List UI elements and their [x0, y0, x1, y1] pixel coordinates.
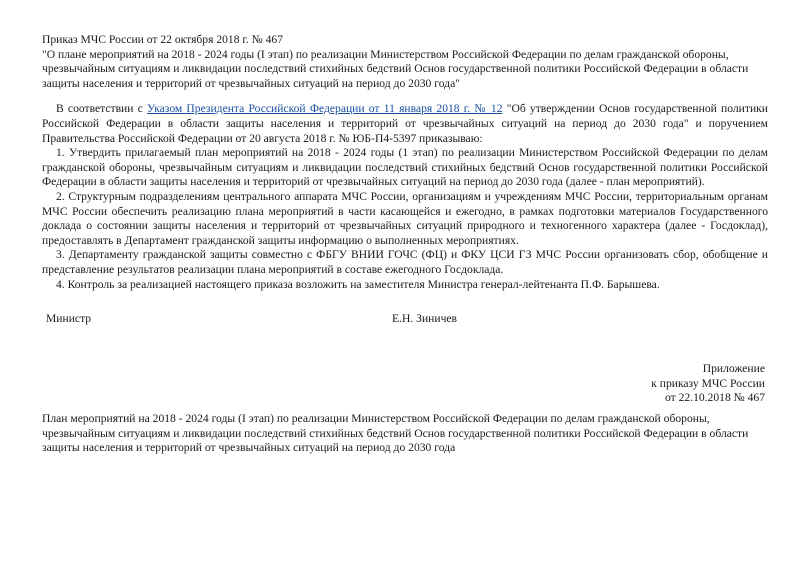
appendix-reference	[465, 362, 765, 406]
order-title: Приказ МЧС России от 22 октября 2018 г. № 467	[42, 33, 284, 46]
order-item-2: 2. Структурным подразделениям центрального аппарата МЧС России, организациям и учреждениям МЧС России, территориальным органам МЧС России обеспечить реализацию плана мероприятий в части касающейся и ежегодно, в рамках подготовки материалов Государственного доклада о состоянии защиты населения и территорий от чрезвычайных ситуаций природного и техногенного характера (далее - Госдоклад), предоставлять в Департамент гражданской защиты информацию о выполненных мероприятиях.	[42, 189, 768, 247]
signer-position: Министр	[46, 312, 92, 326]
order-subtitle: "О плане мероприятий на 2018 - 2024 годы (I этап) по реализации Министерством Российской Федерации по делам гражданской обороны, чрезвычайным ситуациям и ликвидации последствий стихийных бедствий Основ государственной политики Российской Федерации в области защиты населения и территорий от чрезвычайных ситуаций на период до 2030 года"	[42, 47, 749, 90]
appendix-order-ref: к приказу МЧС России	[651, 376, 765, 390]
order-item-4: 4. Контроль за реализацией настоящего приказа возложить на заместителя Министра генерал-лейтенанта П.Ф. Барышева.	[56, 277, 660, 291]
appendix-order-date: от 22.10.2018 № 467	[664, 391, 765, 405]
decree-link[interactable]: Указом Президента Российской Федерации от 11 января 2018 г. № 12	[147, 102, 503, 116]
order-item-1: 1. Утвердить прилагаемый план мероприятий на 2018 - 2024 годы (1 этап) по реализации Министерством Российской Федерации по делам гражданской обороны, чрезвычайным ситуациям и ликвидации последствий стихийных бедствий Основ государственной политики Российской Федерации в области защиты населения и территорий от чрезвычайных ситуаций на период до 2030 года (далее - план мероприятий).	[42, 146, 768, 189]
intro-before-link: В соответствии с	[56, 102, 148, 116]
intro-after-link: "Об утверждении Основ государственной политики Российской Федерации в области защиты населения и территорий от чрезвычайных ситуаций на период до 2030 года" и поручением Правительства Российской Федерации от 20 августа 2018 г. № ЮБ-П4-5397 приказываю:	[42, 102, 768, 145]
appendix-label: Приложение	[702, 362, 765, 375]
signer-name: Е.Н. Зиничев	[392, 312, 458, 326]
order-document	[42, 33, 768, 327]
plan-title: План мероприятий на 2018 - 2024 годы (I этап) по реализации Министерством Российской Федерации по делам гражданской обороны, чрезвычайным ситуациям и ликвидации последствий стихийных бедствий Основ государственной политики Российской Федерации в области защиты населения и территорий от чрезвычайных ситуаций на период до 2030 года	[42, 412, 749, 455]
signature-block	[42, 312, 768, 327]
order-item-3: 3. Департаменту гражданской защиты совместно с ФБГУ ВНИИ ГОЧС (ФЦ) и ФКУ ЦСИ ГЗ МЧС России организовать сбор, обобщение и представление результатов реализации плана мероприятий в составе ежегодного Госдоклада.	[42, 248, 768, 276]
intro-paragraph	[42, 102, 768, 146]
